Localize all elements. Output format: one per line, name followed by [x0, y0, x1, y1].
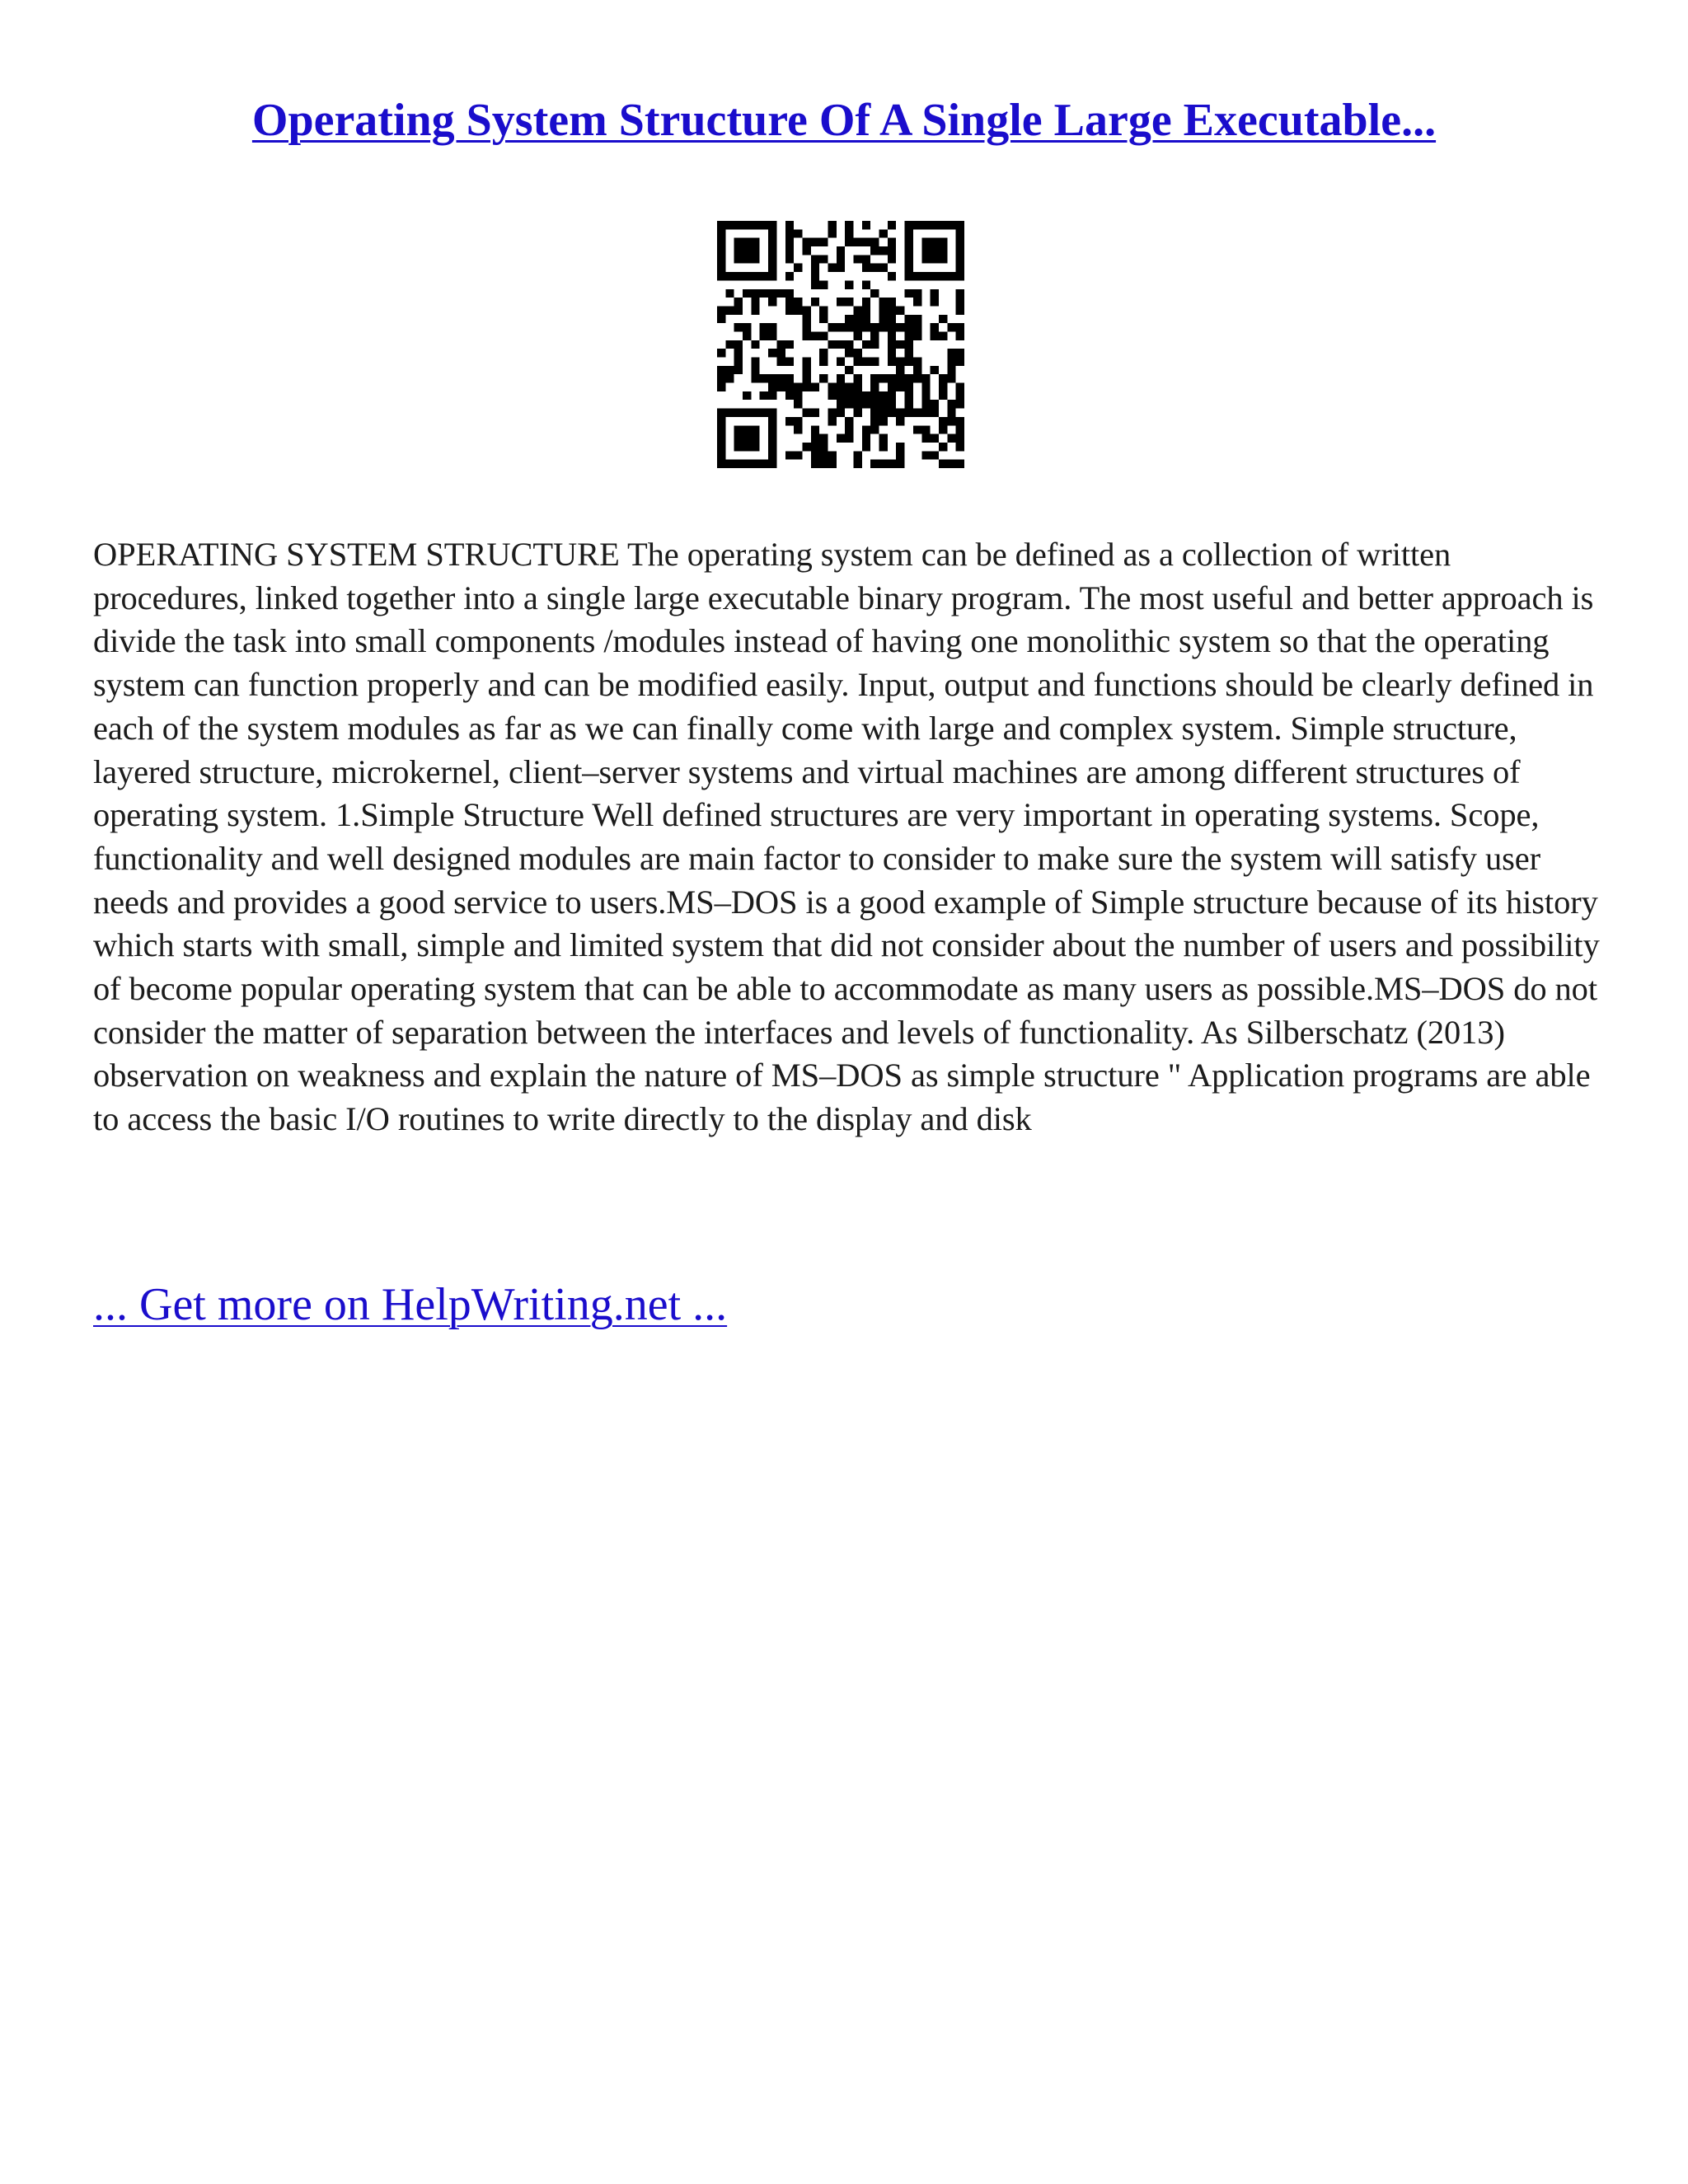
- article-body: OPERATING SYSTEM STRUCTURE The operating system can be defined as a collection of written procedures, linked together into a single large executable binary program. The most useful and better approach is divide the task into small components /modules instead of having one monolithic system so that the operating system can function properly and can be modified easily. Input, output and functions should be clearly defined in each of the system modules as far as we can finally come with large and complex system. Simple structure, layered structure, microkernel, client–server systems and virtual machines are among different structures of operating system. 1.Simple Structure Well defined structures are very important in operating systems. Scope, functionality and well designed modules are main factor to consider to make sure the system will satisfy user needs and provides a good service to users.MS–DOS is a good example of Simple structure because of its history which starts with small, simple and limited system that did not consider about the number of users and possibility of become popular operating system that can be able to accommodate as many users as possible.MS–DOS do not consider the matter of separation between the interfaces and levels of functionality. As Silberschatz (2013) observation on weakness and explain the nature of MS–DOS as simple structure " Application programs are able to access the basic I/O routines to write directly to the display and disk: [93, 536, 1600, 1138]
- more-link-wrapper: [93, 1276, 727, 1333]
- title-link[interactable]: Operating System Structure Of A Single Large Executable...: [251, 95, 1437, 146]
- page-title: [0, 89, 1688, 152]
- qr-code-icon: [717, 221, 964, 468]
- get-more-link[interactable]: ... Get more on HelpWriting.net ...: [93, 1279, 728, 1330]
